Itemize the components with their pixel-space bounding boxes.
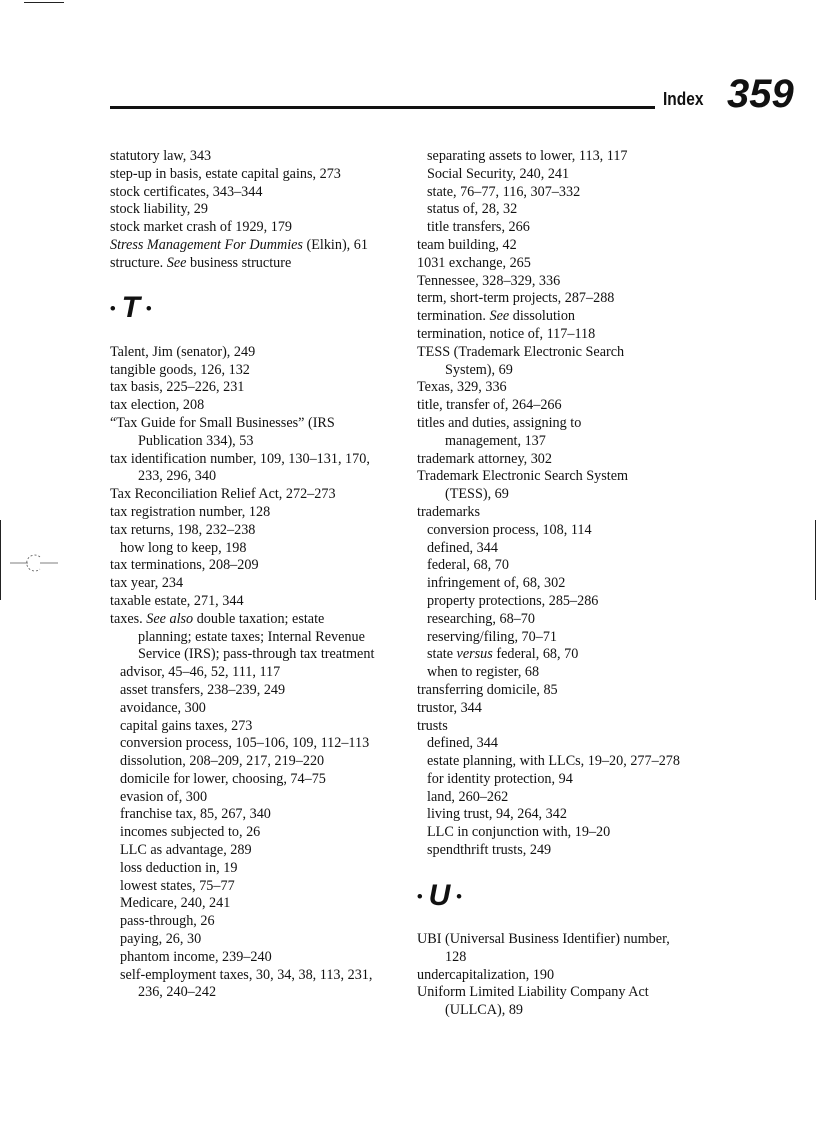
index-entry-continuation: management, 137 (445, 432, 546, 449)
index-subentry: title transfers, 266 (427, 219, 530, 236)
index-entry: Trademark Electronic Search System (417, 468, 629, 485)
index-entry-continuation: Service (IRS); pass-through tax treatment (138, 646, 375, 663)
index-entry: tax terminations, 208–209 (110, 557, 259, 574)
index-subentry: phantom income, 239–240 (120, 948, 272, 965)
index-entry: stock certificates, 343–344 (110, 183, 263, 200)
section-heading-t: • T • (110, 291, 152, 325)
page-number: 359 (727, 72, 794, 116)
index-entry: tax election, 208 (110, 397, 205, 414)
index-column-left (110, 148, 410, 1002)
index-subentry: dissolution, 208–209, 217, 219–220 (120, 753, 325, 770)
index-entry: tax returns, 198, 232–238 (110, 521, 256, 538)
index-entry: titles and duties, assigning to (417, 414, 582, 431)
index-subentry: how long to keep, 198 (120, 539, 247, 556)
index-subentry: land, 260–262 (427, 788, 509, 805)
t-entry-group (110, 344, 410, 611)
taxes-subentry-group-continued (417, 148, 717, 237)
index-entry-continuation: 233, 296, 340 (138, 468, 217, 485)
index-entry: undercapitalization, 190 (417, 966, 555, 983)
index-entry: 1031 exchange, 265 (417, 254, 531, 271)
index-entry: trustor, 344 (417, 699, 482, 716)
index-subentry: defined, 344 (427, 539, 498, 556)
index-entry: taxable estate, 271, 344 (110, 592, 244, 609)
index-subentry: spendthrift trusts, 249 (427, 842, 552, 859)
index-entry: taxes. See also double taxation; estate (110, 610, 325, 627)
index-subentry: pass-through, 26 (120, 913, 215, 930)
index-subentry: lowest states, 75–77 (120, 877, 235, 894)
index-entry: UBI (Universal Business Identifier) number, (417, 931, 670, 948)
index-entry: Talent, Jim (senator), 249 (110, 343, 256, 360)
index-subentry: state versus federal, 68, 70 (427, 646, 579, 663)
index-entry: trademarks (417, 503, 481, 520)
index-subentry: separating assets to lower, 113, 117 (427, 148, 628, 164)
index-entry: stock market crash of 1929, 179 (110, 219, 293, 236)
index-subentry: advisor, 45–46, 52, 111, 117 (120, 664, 281, 681)
index-entry-continuation: (ULLCA), 89 (445, 1002, 524, 1019)
index-subentry: Social Security, 240, 241 (427, 165, 570, 182)
index-entry: tax basis, 225–226, 231 (110, 379, 245, 396)
index-column-right (417, 148, 717, 1020)
trusts-subentry-group (417, 735, 717, 860)
index-subentry: asset transfers, 238–239, 249 (120, 681, 286, 698)
index-subentry: when to register, 68 (427, 664, 540, 681)
header-rule (110, 106, 655, 109)
index-subentry: franchise tax, 85, 267, 340 (120, 806, 271, 823)
index-entry: Uniform Limited Liability Company Act (417, 984, 649, 1001)
crop-mark-left (0, 520, 1, 600)
index-entry: Tax Reconciliation Relief Act, 272–273 (110, 486, 336, 503)
index-entry: structure. See business structure (110, 254, 292, 271)
index-subentry: status of, 28, 32 (427, 201, 518, 218)
index-entry: term, short-term projects, 287–288 (417, 290, 615, 307)
index-entry: trusts (417, 717, 448, 734)
index-subentry: incomes subjected to, 26 (120, 824, 261, 841)
registration-mark-icon (10, 554, 58, 572)
index-entry-continuation: (TESS), 69 (445, 486, 509, 503)
index-subentry: LLC as advantage, 289 (120, 842, 252, 859)
index-subentry: LLC in conjunction with, 19–20 (427, 824, 611, 841)
running-head: Index (663, 89, 704, 109)
index-subentry: defined, 344 (427, 735, 498, 752)
index-entry-continuation: Publication 334), 53 (138, 432, 254, 449)
index-subentry: living trust, 94, 264, 342 (427, 806, 567, 823)
t-entry-group (417, 237, 717, 308)
index-subentry: loss deduction in, 19 (120, 859, 238, 876)
t-entry-group (417, 326, 717, 522)
index-subentry: researching, 68–70 (427, 610, 535, 627)
index-subentry: capital gains taxes, 273 (120, 717, 253, 734)
index-subentry: Medicare, 240, 241 (120, 895, 231, 912)
index-subentry: state, 76–77, 116, 307–332 (427, 183, 581, 200)
index-subentry: paying, 26, 30 (120, 931, 202, 948)
index-subentry: federal, 68, 70 (427, 557, 509, 574)
index-entry: transferring domicile, 85 (417, 681, 558, 698)
index-subentry: infringement of, 68, 302 (427, 575, 566, 592)
index-subentry: for identity protection, 94 (427, 770, 573, 787)
index-subentry: domicile for lower, choosing, 74–75 (120, 770, 326, 787)
index-entry: TESS (Trademark Electronic Search (417, 343, 625, 360)
index-entry: termination, notice of, 117–118 (417, 325, 596, 342)
book-title: Stress Management For Dummies (110, 236, 303, 253)
index-entry: tax registration number, 128 (110, 503, 271, 520)
index-entry: trademark attorney, 302 (417, 450, 552, 467)
index-entry: stock liability, 29 (110, 201, 208, 218)
s-entry-group (110, 148, 410, 237)
index-subentry: estate planning, with LLCs, 19–20, 277–278 (427, 753, 680, 770)
index-subentry: conversion process, 105–106, 109, 112–113 (120, 735, 370, 752)
index-entry: Tennessee, 328–329, 336 (417, 272, 561, 289)
index-subentry: conversion process, 108, 114 (427, 521, 592, 538)
index-entry: Stress Management For Dummies (Elkin), 61 (110, 236, 368, 253)
index-entry-continuation: System), 69 (445, 361, 513, 378)
index-entry: termination. See dissolution (417, 308, 576, 325)
index-entry: title, transfer of, 264–266 (417, 397, 562, 414)
index-entry: Texas, 329, 336 (417, 379, 507, 396)
index-subentry: avoidance, 300 (120, 699, 206, 716)
index-subentry: self-employment taxes, 30, 34, 38, 113, 231, (120, 966, 373, 983)
index-entry-continuation: planning; estate taxes; Internal Revenue (138, 628, 365, 645)
index-entry: statutory law, 343 (110, 148, 212, 164)
index-entry: team building, 42 (417, 236, 517, 253)
section-heading-u: • U • (417, 878, 462, 912)
u-entry-group (417, 931, 717, 1020)
crop-mark-top (24, 2, 64, 3)
index-entry: “Tax Guide for Small Businesses” (IRS (110, 414, 335, 431)
index-entry: step-up in basis, estate capital gains, 273 (110, 165, 341, 182)
taxes-subentry-group (110, 664, 410, 1002)
index-entry-continuation: 128 (445, 948, 467, 965)
index-entry: tax identification number, 109, 130–131, 170, (110, 450, 370, 467)
index-subentry: evasion of, 300 (120, 788, 208, 805)
index-entry: tangible goods, 126, 132 (110, 361, 250, 378)
t-entry-group (417, 664, 717, 735)
index-subentry: property protections, 285–286 (427, 592, 599, 609)
index-entry-continuation: 236, 240–242 (138, 984, 217, 1001)
index-entry: tax year, 234 (110, 575, 184, 592)
trademarks-subentry-group (417, 522, 717, 647)
index-subentry: reserving/filing, 70–71 (427, 628, 558, 645)
